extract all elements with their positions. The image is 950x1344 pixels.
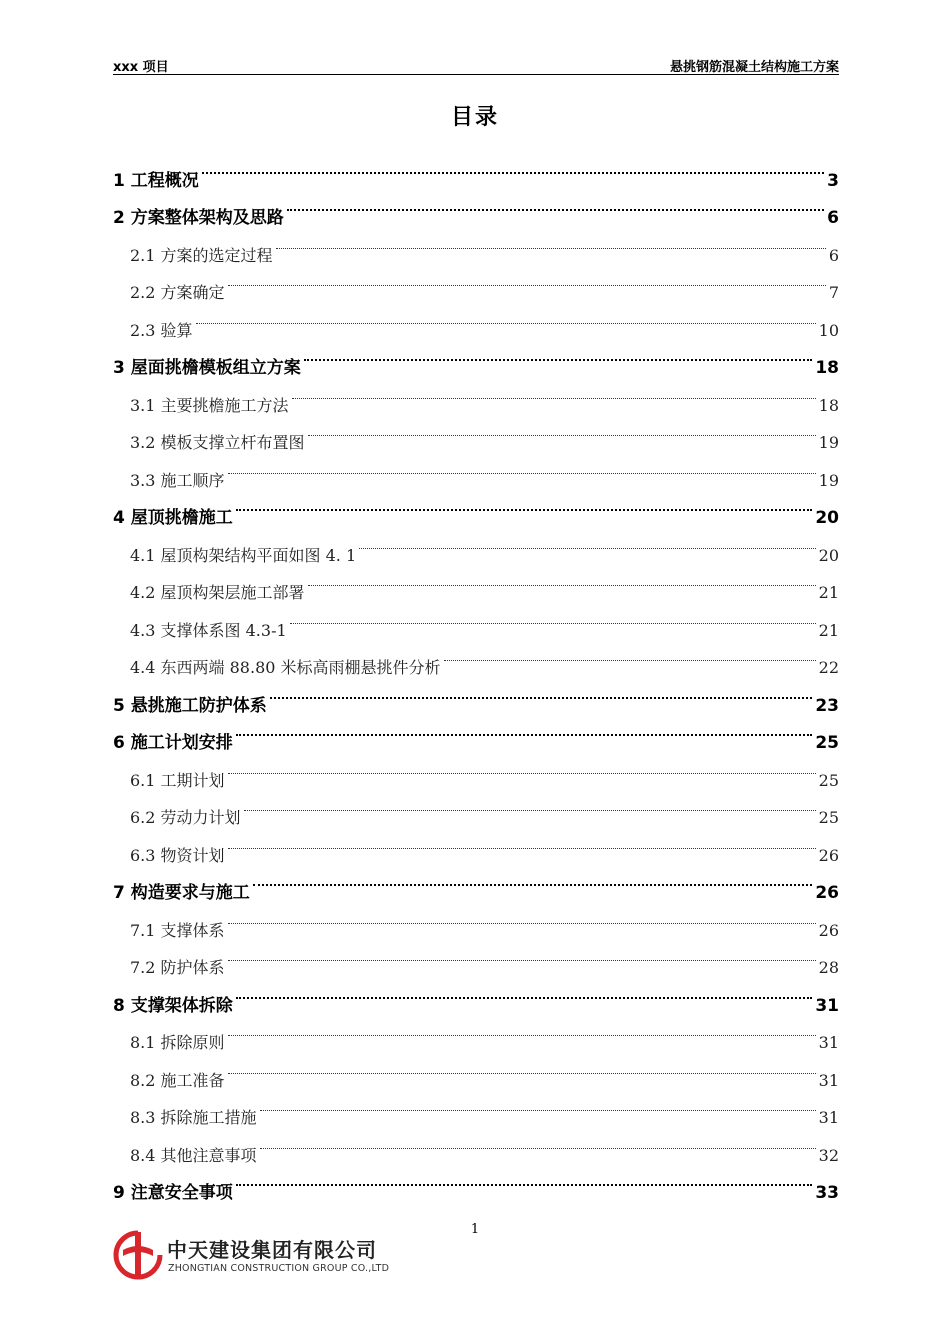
toc-dot-leader xyxy=(228,748,816,786)
toc-entry-title: 4.1 屋顶构架结构平面如图 4. 1 xyxy=(130,545,357,565)
toc-entry-page: 31 xyxy=(818,1070,839,1090)
page-header xyxy=(113,56,839,75)
toc-entry-title: 4.3 支撑体系图 4.3-1 xyxy=(130,620,287,640)
toc-entry-chapter[interactable] xyxy=(113,148,839,191)
toc-entry-title: 2.1 方案的选定过程 xyxy=(130,245,273,265)
toc-entry-chapter[interactable] xyxy=(113,336,839,378)
toc-dot-leader xyxy=(308,561,816,599)
toc-entry-page: 32 xyxy=(818,1145,839,1165)
toc-dot-leader xyxy=(228,261,826,299)
toc-dot-leader xyxy=(228,898,816,936)
company-name-cn: 中天建设集团有限公司 xyxy=(167,1238,377,1262)
toc-entry-page: 21 xyxy=(818,620,839,640)
toc-entry-title: 6.3 物资计划 xyxy=(130,845,225,865)
toc-entry-page: 19 xyxy=(818,470,839,490)
toc-entry-page: 31 xyxy=(818,1033,839,1052)
toc-entry-section[interactable] xyxy=(113,298,839,340)
toc-entry-title: 8.4 其他注意事项 xyxy=(130,1145,257,1165)
toc-dot-leader xyxy=(236,1161,813,1199)
toc-entry-page: 3 xyxy=(827,170,839,191)
toc-dot-leader xyxy=(287,186,824,224)
toc-entry-page: 25 xyxy=(818,808,839,827)
toc-entry-page: 31 xyxy=(815,995,839,1016)
toc-dot-leader xyxy=(196,298,816,336)
toc-entry-page: 21 xyxy=(818,583,839,602)
toc-dot-leader xyxy=(292,373,816,411)
toc-dot-leader xyxy=(308,411,816,449)
toc-title: 目录 xyxy=(450,105,499,130)
toc-entry-title: 5 悬挑施工防护体系 xyxy=(113,695,267,716)
header-document-title: 悬挑钢筋混凝土结构施工方案 xyxy=(669,60,839,75)
toc-entry-title: 3 屋面挑檐模板组立方案 xyxy=(113,358,301,378)
header-project-name: xxx 项目 xyxy=(113,60,169,75)
toc-entry-title: 8.2 施工准备 xyxy=(130,1070,225,1090)
toc-entry-page: 20 xyxy=(815,508,839,528)
toc-entry-title: 9 注意安全事项 xyxy=(113,1183,233,1203)
toc-entry-title: 7.2 防护体系 xyxy=(130,958,225,977)
toc-entry-title: 3.1 主要挑檐施工方法 xyxy=(130,395,289,415)
toc-entry-title: 6.2 劳动力计划 xyxy=(130,808,241,827)
toc-dot-leader xyxy=(270,673,813,711)
toc-dot-leader xyxy=(276,223,826,261)
toc-entry-page: 6 xyxy=(827,208,839,228)
toc-entry-page: 31 xyxy=(818,1108,839,1127)
toc-entry-title: 8.3 拆除施工措施 xyxy=(130,1108,257,1127)
toc-entry-page: 25 xyxy=(815,733,839,753)
toc-entry-page: 26 xyxy=(818,920,839,940)
toc-entry-title: 7 构造要求与施工 xyxy=(113,883,250,903)
toc-dot-leader xyxy=(260,1086,816,1124)
toc-entry-title: 6 施工计划安排 xyxy=(113,733,233,753)
toc-entry-page: 18 xyxy=(818,395,839,415)
toc-dot-leader xyxy=(202,148,824,186)
toc-entry-page: 6 xyxy=(828,245,839,265)
toc-dot-leader xyxy=(359,523,815,561)
toc-dot-leader xyxy=(260,1123,816,1161)
company-logo-icon xyxy=(113,1230,163,1280)
toc-entry-title: 2 方案整体架构及思路 xyxy=(113,208,284,228)
toc-entry-title: 2.2 方案确定 xyxy=(130,283,225,302)
toc-entry-title: 3.2 模板支撑立杆布置图 xyxy=(130,433,305,452)
toc-dot-leader xyxy=(236,486,813,524)
toc-entry-page: 26 xyxy=(818,845,839,865)
toc-dot-leader xyxy=(228,1048,816,1086)
toc-entry-page: 33 xyxy=(815,1183,839,1203)
toc-dot-leader xyxy=(444,636,816,674)
toc-dot-leader xyxy=(253,861,813,899)
toc-entry-page: 18 xyxy=(815,358,839,378)
toc-entry-title: 8 支撑架体拆除 xyxy=(113,995,233,1016)
toc-entry-page: 7 xyxy=(828,283,839,302)
toc-dot-leader xyxy=(290,598,816,636)
toc-entry-page: 28 xyxy=(818,958,839,977)
toc-entry-title: 4 屋顶挑檐施工 xyxy=(113,508,233,528)
toc-entry-page: 22 xyxy=(818,658,839,677)
toc-entry-page: 23 xyxy=(815,695,839,716)
toc-entry-page: 10 xyxy=(818,320,839,340)
toc-entry-title: 1 工程概况 xyxy=(113,170,199,191)
toc-entry-title: 4.2 屋顶构架层施工部署 xyxy=(130,583,305,602)
toc-dot-leader xyxy=(228,936,816,974)
toc-dot-leader xyxy=(236,711,813,749)
toc-dot-leader xyxy=(228,1011,816,1049)
toc-dot-leader xyxy=(228,448,816,486)
toc-entry-page: 26 xyxy=(815,883,839,903)
company-logo xyxy=(113,1230,393,1282)
toc-entry-title: 8.1 拆除原则 xyxy=(130,1033,225,1052)
toc-entry-chapter[interactable] xyxy=(113,186,839,228)
toc-entry-page: 25 xyxy=(818,770,839,790)
toc-dot-leader xyxy=(244,786,816,824)
company-name-en: ZHONGTIAN CONSTRUCTION GROUP CO.,LTD xyxy=(168,1263,390,1274)
toc-entry-title: 7.1 支撑体系 xyxy=(130,920,225,940)
table-of-contents xyxy=(113,148,839,1203)
toc-entry-title: 2.3 验算 xyxy=(130,320,193,340)
toc-entry-title: 4.4 东西两端 88.80 米标高雨棚悬挑件分析 xyxy=(130,658,441,677)
toc-entry-title: 3.3 施工顺序 xyxy=(130,470,225,490)
toc-entry-page: 19 xyxy=(818,433,839,452)
toc-dot-leader xyxy=(304,336,813,374)
toc-entry-title: 6.1 工期计划 xyxy=(130,770,225,790)
toc-dot-leader xyxy=(228,823,816,861)
toc-dot-leader xyxy=(236,973,813,1011)
toc-entry-page: 20 xyxy=(818,545,839,565)
page-number: 1 xyxy=(470,1222,480,1237)
